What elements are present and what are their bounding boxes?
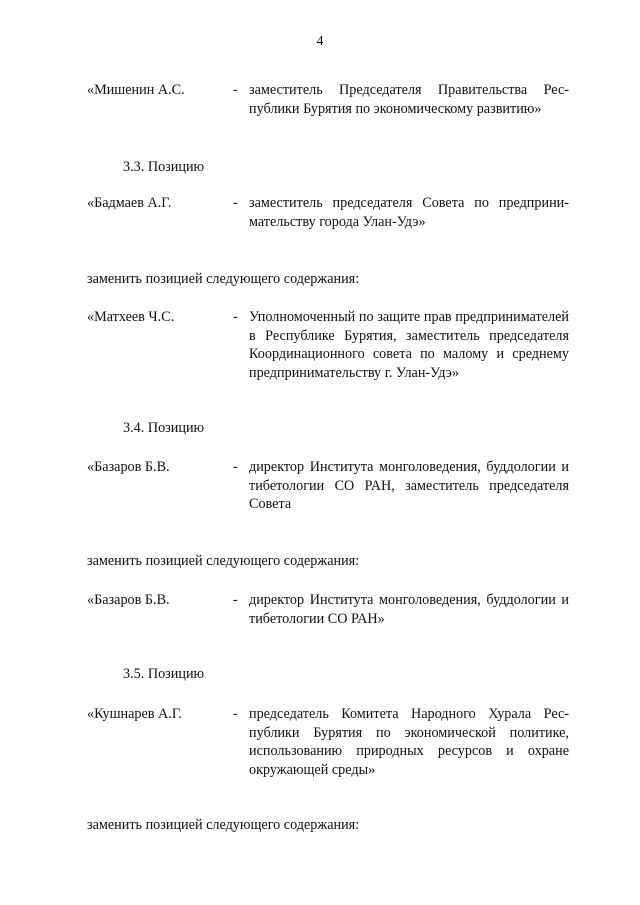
position-entry — [87, 81, 569, 118]
person-name: «Кушнарев А.Г. — [87, 706, 182, 722]
position-entry — [87, 194, 569, 231]
person-name: «Мишенин А.С. — [87, 82, 185, 98]
person-name: «Базаров Б.В. — [87, 592, 170, 608]
position-entry — [87, 458, 569, 514]
position-entry — [87, 591, 569, 628]
person-name: «Бадмаев А.Г. — [87, 195, 172, 211]
separator-dash: - — [233, 592, 238, 608]
position-description: заместитель Председателя Правительства Республики Бурятия по экономическому развитию» — [249, 82, 569, 117]
separator-dash: - — [233, 195, 238, 211]
separator-dash: - — [233, 459, 238, 475]
person-name: «Матхеев Ч.С. — [87, 309, 175, 325]
position-entry — [87, 705, 569, 779]
position-description: Уполномоченный по защите прав предпринимателей в Республике Бурятия, заместитель председателя Координационного совета по малому и среднему предпринимательству г. Улан-Удэ» — [249, 309, 569, 381]
section-heading: 3.5. Позицию — [123, 666, 205, 682]
position-description: председатель Комитета Народного Хурала Республики Бурятия по экономической политике, использованию природных ресурсов и охране окружающей среды» — [249, 706, 569, 778]
person-name: «Базаров Б.В. — [87, 459, 170, 475]
replace-instruction: заменить позицией следующего содержания: — [87, 271, 360, 287]
position-entry — [87, 308, 569, 382]
section-heading: 3.4. Позицию — [123, 420, 205, 436]
section-heading: 3.3. Позицию — [123, 159, 205, 175]
page-number: 4 — [316, 34, 324, 49]
separator-dash: - — [233, 706, 238, 722]
separator-dash: - — [233, 309, 238, 325]
position-description: директор Института монголоведения, буддологии и тибетологии СО РАН» — [249, 592, 569, 627]
replace-instruction: заменить позицией следующего содержания: — [87, 817, 360, 833]
position-description: заместитель председателя Совета по предпринимательству города Улан-Удэ» — [249, 195, 569, 230]
position-description: директор Института монголоведения, буддологии и тибетологии СО РАН, заместитель председателя Совета — [249, 459, 569, 513]
replace-instruction: заменить позицией следующего содержания: — [87, 553, 360, 569]
separator-dash: - — [233, 82, 238, 98]
